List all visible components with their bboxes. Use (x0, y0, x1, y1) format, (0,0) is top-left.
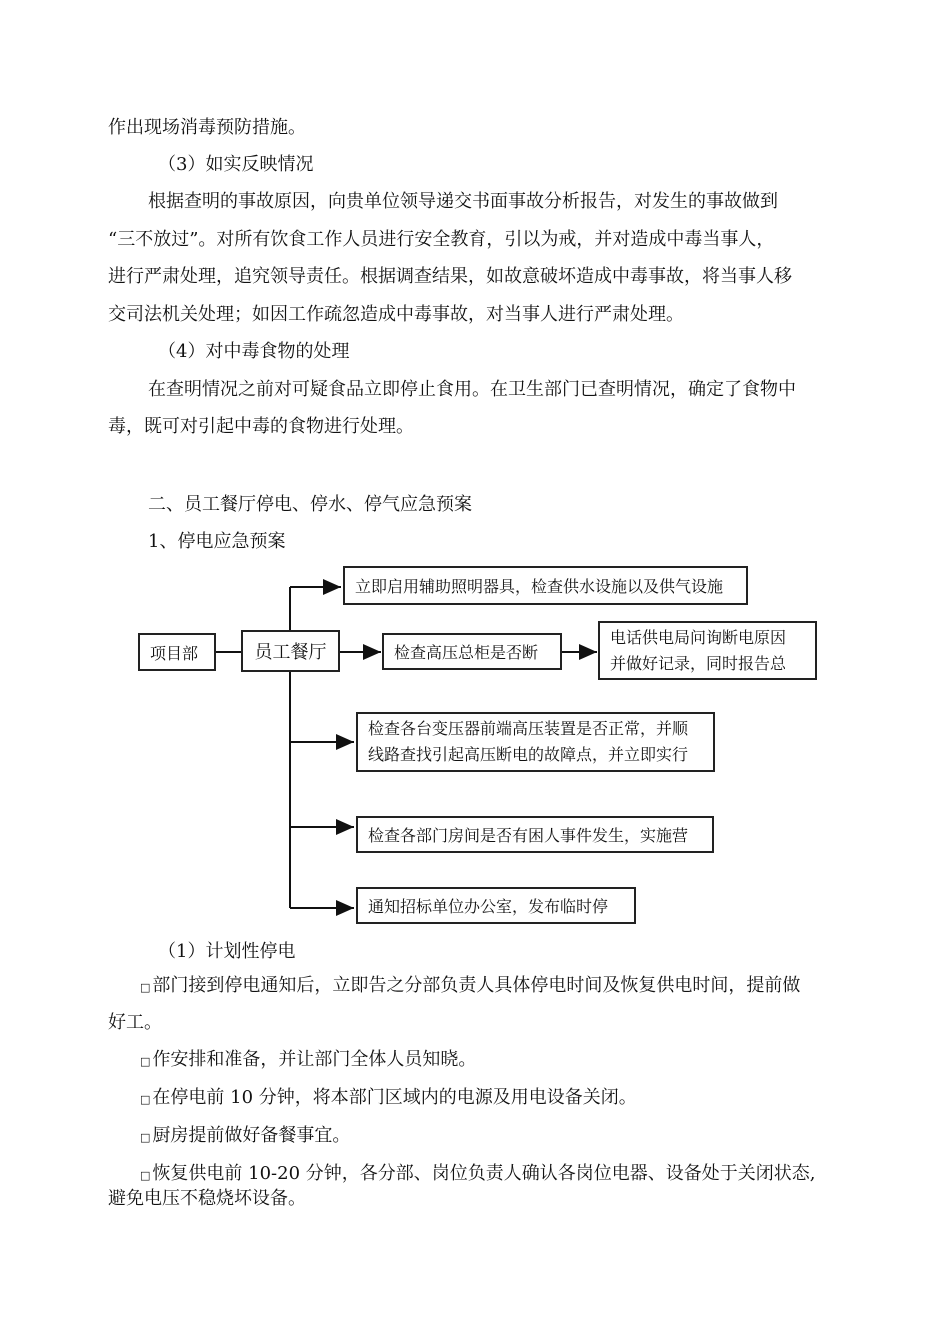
box-call-bureau-line2: 并做好记录，同时报告总 (610, 653, 787, 673)
bullet-item: □ 恢复供电前 10-20 分钟，各分部、岗位负责人确认各岗位电器、设备处于关闭状态, (140, 1163, 816, 1184)
bullet-item-cont: 避免电压不稳烧坏设备。 (108, 1188, 306, 1209)
paragraph-line: 作出现场消毒预防措施。 (108, 117, 306, 138)
box-check-transformer (356, 712, 715, 772)
bullet-item: □ 厨房提前做好备餐事宜。 (140, 1125, 351, 1146)
heading-4: （4）对中毒食物的处理 (158, 341, 350, 362)
paragraph-line: 交司法机关处理；如因工作疏忽造成中毒事故，对当事人进行严肃处理。 (108, 304, 684, 325)
box-check-hv: 检查高压总柜是否断 (382, 633, 562, 670)
box-aux-lighting: 立即启用辅助照明器具，检查供水设施以及供气设施 (343, 566, 748, 605)
box-check-transformer-line2: 线路查找引起高压断电的故障点，并立即实行 (368, 745, 689, 764)
box-project-dept: 项目部 (138, 633, 216, 671)
checkbox-bullet-icon: □ (140, 1131, 151, 1144)
section-heading: 二、员工餐厅停电、停水、停气应急预案 (148, 494, 472, 515)
box-notify-office: 通知招标单位办公室，发布临时停 (356, 887, 636, 924)
bullet-item: □ 部门接到停电通知后，立即告之分部负责人具体停电时间及恢复供电时间，提前做 (140, 975, 801, 996)
subsection-heading: 1、停电应急预案 (148, 531, 286, 552)
checkbox-bullet-icon: □ (140, 981, 151, 994)
box-check-transformer-line1: 检查各台变压器前端高压装置是否正常，并顺 (368, 719, 689, 738)
checkbox-bullet-icon: □ (140, 1055, 151, 1068)
bullet-item-cont: 好工。 (108, 1012, 162, 1033)
planned-outage-heading: （1）计划性停电 (158, 941, 296, 962)
bullet-item: □ 在停电前 10 分钟，将本部门区域内的电源及用电设备关闭。 (140, 1087, 637, 1108)
paragraph-line: 在查明情况之前对可疑食品立即停止食用。在卫生部门已查明情况，确定了食物中 (148, 379, 796, 400)
bullet-item: □ 作安排和准备，并让部门全体人员知晓。 (140, 1049, 477, 1070)
box-staff-canteen: 员工餐厅 (241, 630, 340, 672)
paragraph-line: 毒，既可对引起中毒的食物进行处理。 (108, 416, 414, 437)
checkbox-bullet-icon: □ (140, 1093, 151, 1106)
paragraph-line: “三不放过”。对所有饮食工作人员进行安全教育，引以为戒，并对造成中毒当事人， (108, 229, 775, 250)
box-check-rooms: 检查各部门房间是否有困人事件发生，实施营 (356, 816, 714, 853)
heading-3: （3）如实反映情况 (158, 154, 314, 175)
paragraph-line: 进行严肃处理，追究领导责任。根据调查结果，如故意破坏造成中毒事故，将当事人移 (108, 266, 792, 287)
box-call-bureau-line1: 电话供电局问询断电原因 (610, 627, 787, 647)
paragraph-line: 根据查明的事故原因，向贵单位领导递交书面事故分析报告，对发生的事故做到 (148, 191, 778, 212)
checkbox-bullet-icon: □ (140, 1169, 151, 1182)
box-call-bureau (598, 621, 817, 680)
